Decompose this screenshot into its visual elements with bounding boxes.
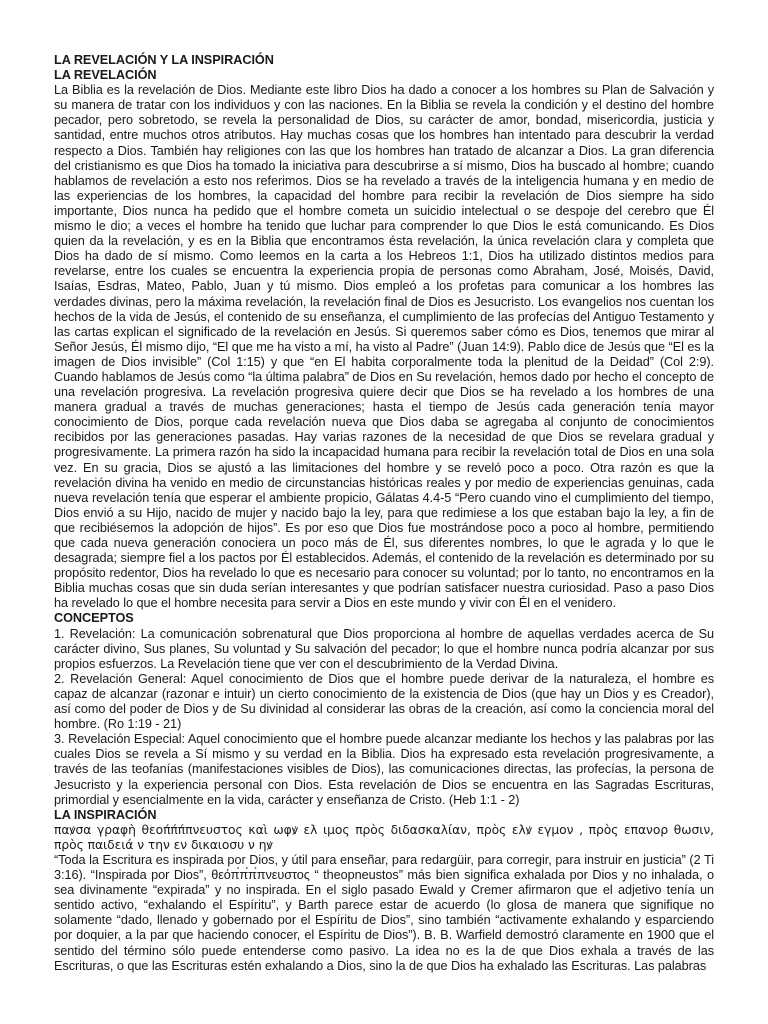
section-body-inspiracion: “Toda la Escritura es inspirada por Dios, y útil para enseñar, para redargüir, para corregir, para instruir en justicia” (2 Ti 3:16). “Inspirada por Dios”, θεόπ́π́π́πνευστος “ theopneustos” más bien significa exhalada por Dios y no inhalada, o sea divinamente “expirada” y no inspirada. En el siglo pasado Ewald y Cremer afirmaron que el adjetivo tenía un sentido activo, “exhalando el Espíritu”, y Barth parece estar de acuerdo (lo glosa de manera que signifique no solamente “dado, llenado y gobernado por el Espíritu de Dios”, sino también “activamente exhalando y esparciendo por doquier, a la par que haciendo conocer, el Espíritu de Dios”). B. B. Warfield demostró claramente en 1900 que el sentido del término sólo puede entenderse como pasivo. La idea no es la de que Dios exhala a través de las Escrituras, o que las Escrituras estén exhalando a Dios, sino la de que Dios ha exhalado las Escrituras. Las palabras (54, 852, 714, 973)
greek-verse: παꝟσα γραφὴ θεοπ́π́π́πνευστος καὶ ωφꝟ ελ ιμος πρὸς διδασκαλίαν, πρὸς ελꝟ εγμον , πρὸς επανορ θωσιν, πρὸς παιδειά ν την εν δικαιοσυ ν ηꝟ (54, 822, 714, 852)
concept-item-3: 3. Revelación Especial: Aquel conocimiento que el hombre puede alcanzar mediante los hechos y las palabras por las cuales Dios se revela a Sí mismo y su verdad en la Biblia. Dios ha expresado esta revelación progresivamente, a través de las teofanías (manifestaciones visibles de Dios), las comunicaciones directas, las profecías, la persona de Jesucristo y la experiencia personal con Dios. Esta revelación de Dios se encuentra en las Sagradas Escrituras, primordial y esencialmente en la vida, carácter y enseñanza de Cristo. (Heb 1:1 - 2) (54, 732, 714, 807)
concept-item-1: 1. Revelación: La comunicación sobrenatural que Dios proporciona al hombre de aquellas verdades acerca de Su carácter divino, Sus planes, Su voluntad y Su salvación del pecador; lo que el hombre nunca podría alcanzar por sus propios esfuerzos. La Revelación tiene que ver con el descubrimiento de la Verdad Divina. (54, 626, 714, 671)
section-heading-revelacion: LA REVELACIÓN (54, 68, 157, 83)
section-heading-inspiracion: LA INSPIRACIÓN (54, 807, 157, 822)
document-page (54, 53, 714, 974)
section-heading-conceptos: CONCEPTOS (54, 611, 134, 626)
document-title: LA REVELACIÓN Y LA INSPIRACIÓN (54, 53, 274, 67)
concept-item-2: 2. Revelación General: Aquel conocimiento de Dios que el hombre puede derivar de la naturaleza, el hombre es capaz de alcanzar (razonar e intuir) un cierto conocimiento de la existencia de Dios (que hay un Dios y es Creador), así como del poder de Dios y de Su divinidad al considerar las obras de la creación, así como la conciencia moral del hombre. (Ro 1:19 - 21) (54, 671, 714, 732)
section-body-revelacion: La Biblia es la revelación de Dios. Mediante este libro Dios ha dado a conocer a los hombres su Plan de Salvación y su manera de tratar con los individuos y con las naciones. En la Biblia se revela la condición y el destino del hombre pecador, pero sobretodo, se revela la personalidad de Dios, su carácter de amor, bondad, misericordia, justicia y santidad, entre muchos otros atributos. Hay muchas cosas que los hombres han intentado para descubrir la verdad respecto a Dios. También hay religiones con las que los hombres han tratado de alcanzar a Dios. La gran diferencia del cristianismo es que Dios ha tomado la iniciativa para descubrirse a sí mismo, Dios ha buscado al hombre; cuando hablamos de revelación a esto nos referimos. Dios se ha revelado a través de la inteligencia humana y en medio de las experiencias de los hombres, la capacidad del hombre para recibir la revelación de Dios siempre ha sido importante, Dios nunca ha pedido que el hombre cometa un suicidio intelectual o se despoje del cerebro que Él mismo le dio; a veces el hombre ha tenido que luchar para comprender lo que Dios le está comunicando. Es Dios quien da la revelación, y es en la Biblia que encontramos ésta revelación, la única revelación clara y completa que Dios ha dado de sí mismo. Como leemos en la carta a los Hebreos 1:1, Dios ha utilizado distintos medios para revelarse, entre los cuales se encuentra la experiencia propia de personas como Abraham, José, Moisés, David, Isaías, Esdras, Mateo, Pablo, Juan y tú mismo. Dios empleó a los profetas para comunicar a los hombres las verdades divinas, pero la máxima revelación, la revelación final de Dios es Jesucristo. Los evangelios nos cuentan los hechos de la vida de Jesús, el contenido de su enseñanza, el cumplimiento de las profecías del Antiguo Testamento y las cartas explican el significado de la revelación en Jesús. Si queremos saber cómo es Dios, tenemos que mirar al Señor Jesús, Él mismo dijo, “El que me ha visto a mí, ha visto al Padre” (Juan 14:9). Pablo dice de Jesús que “El es la imagen de Dios invisible” (Col 1:15) y que “en El habita corporalmente toda la plenitud de la Deidad” (Col 2:9). Cuando hablamos de Jesús como “la última palabra” de Dios en Su revelación, hemos dado por hecho el concepto de una revelación progresiva. La revelación progresiva quiere decir que Dios se ha revelado a los hombres de una manera gradual a través de muchas generaciones; hasta el tiempo de Jesús cada generación tenía mayor conocimiento de Dios, porque cada revelación nueva que Dios daba se agregaba al conjunto de conocimientos recibidos por las generaciones pasadas. Hay varias razones de la necesidad de que Dios se revelara gradual y progresivamente. La primera razón ha sido la incapacidad humana para recibir la revelación total de Dios en una sola vez. En su gracia, Dios se ajustó a las limitaciones del hombre y se reveló poco a poco. Otra razón es que la revelación divina ha venido en medio de circunstancias históricas reales y por medio de experiencias genuinas, cada nueva revelación tenía que esperar el ambiente propicio, Gálatas 4.4-5 “Pero cuando vino el cumplimiento del tiempo, Dios envió a su Hijo, nacido de mujer y nacido bajo la ley, para que redimiese a los que estaban bajo la ley, a fin de que recibiésemos la adopción de hijos”. Es por eso que Dios fue mostrándose poco a poco al hombre, permitiendo que cada nueva generación conociera un poco más de Él, sus diferentes nombres, lo que le agrada y lo que le desagrada; siempre fiel a los pactos por Él establecidos. Además, el contenido de la revelación es determinado por su propósito redentor, Dios ha revelado lo que es necesario para conocer su voluntad; por lo tanto, no encontramos en la Biblia muchas cosas que sin duda serían interesantes y que podrían satisfacer nuestra curiosidad. Paso a paso Dios ha revelado lo que el hombre necesita para servir a Dios en este mundo y vivir con Él en el venidero. (54, 83, 714, 611)
